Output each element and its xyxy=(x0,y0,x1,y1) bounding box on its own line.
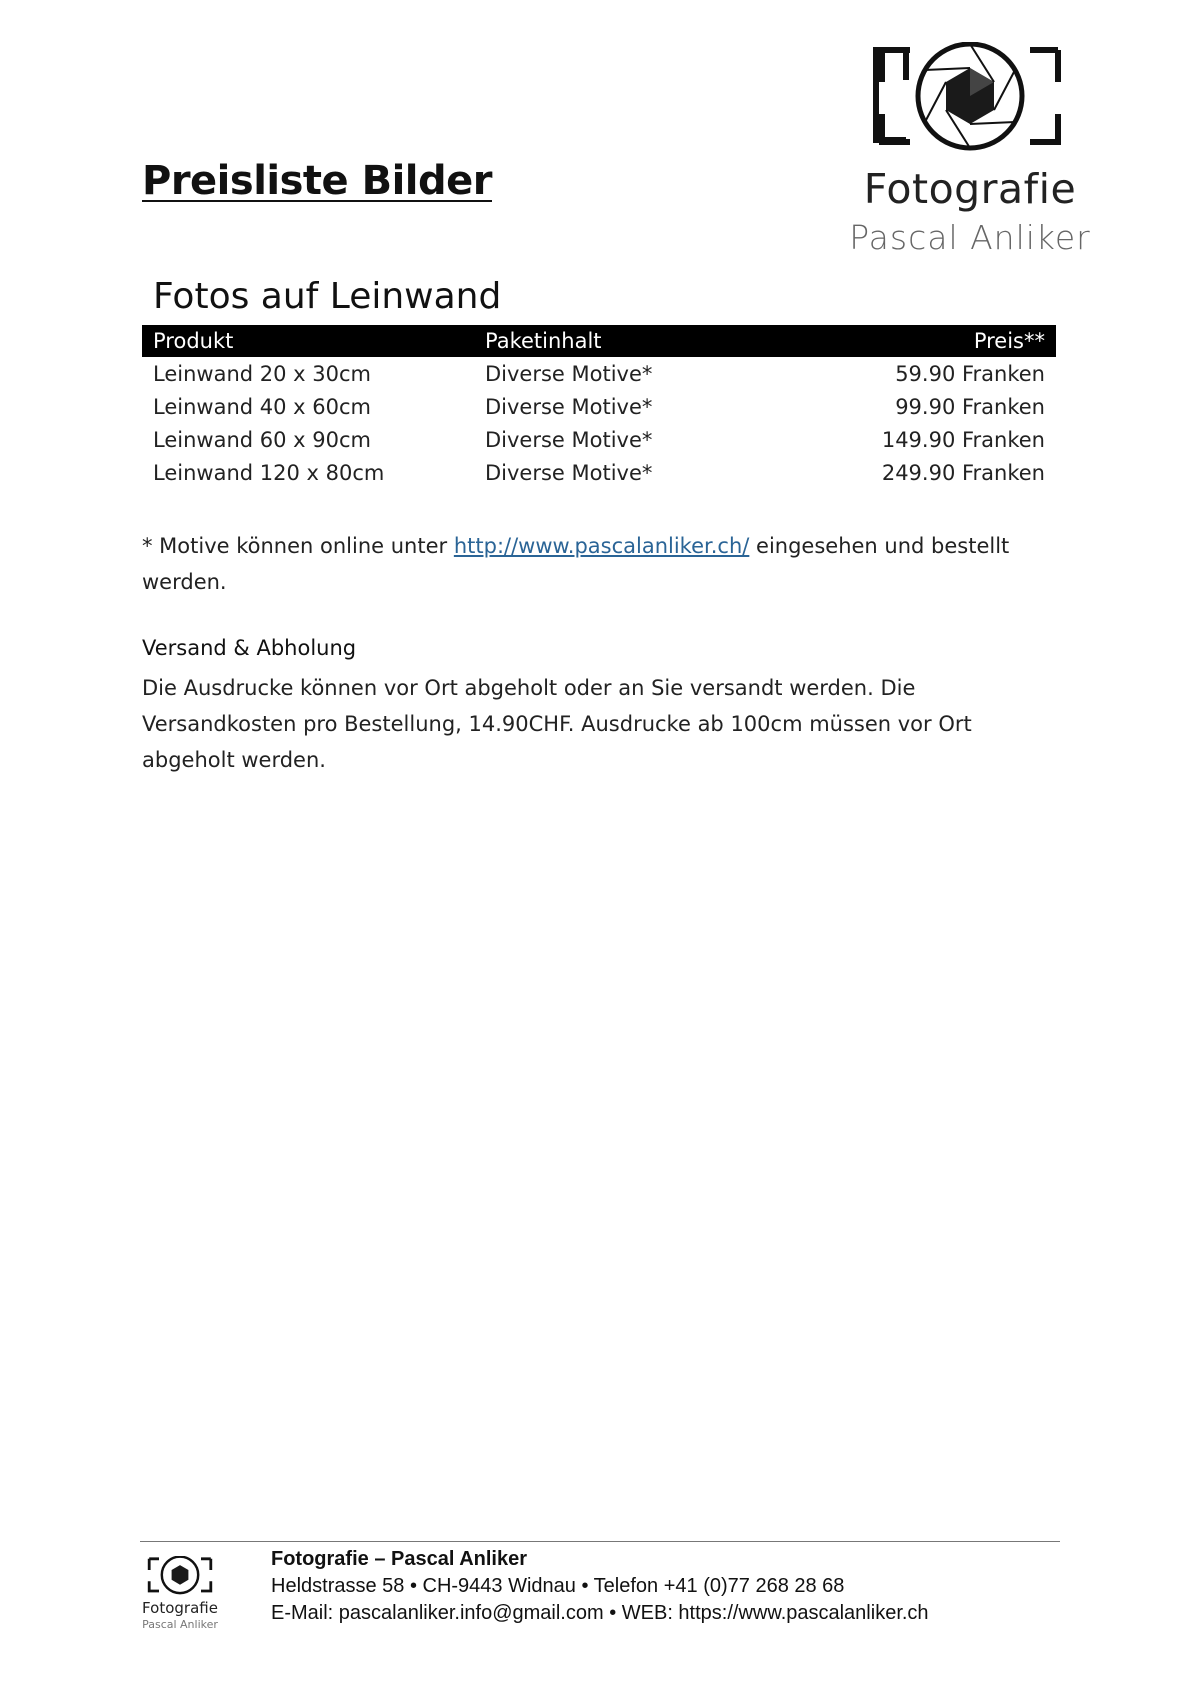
price-table xyxy=(142,325,1056,489)
page-title: Preisliste Bilder xyxy=(142,158,492,204)
logo-owner-text: Pascal Anliker xyxy=(849,218,1091,257)
table-row xyxy=(142,357,1056,390)
note-prefix: * Motive können online unter xyxy=(142,534,454,558)
package-cell: Diverse Motive* xyxy=(485,460,653,485)
footer-company-name: Fotografie – Pascal Anliker xyxy=(271,1548,528,1570)
brand-logo xyxy=(845,42,1095,262)
note-suffix: eingesehen und bestellt werden. xyxy=(142,534,1010,594)
price-cell: 99.90 Franken xyxy=(895,394,1045,419)
table-header-row xyxy=(142,325,1056,357)
package-cell: Diverse Motive* xyxy=(485,427,653,452)
footer-logo-owner: Pascal Anliker xyxy=(142,1618,218,1631)
footer-address: Heldstrasse 58 • CH-9443 Widnau • Telefon +41 (0)77 268 28 68 xyxy=(271,1575,845,1597)
column-header-product: Produkt xyxy=(142,325,474,357)
price-cell: 149.90 Franken xyxy=(881,427,1045,452)
website-link[interactable]: http://www.pascalanliker.ch/ xyxy=(453,534,750,558)
column-header-price: Preis** xyxy=(796,325,1056,357)
product-cell: Leinwand 120 x 80cm xyxy=(153,460,385,485)
package-cell: Diverse Motive* xyxy=(485,361,653,386)
product-cell: Leinwand 40 x 60cm xyxy=(153,394,371,419)
logo-brand-text: Fotografie xyxy=(863,165,1077,213)
camera-aperture-icon xyxy=(145,1556,215,1598)
section-title: Fotos auf Leinwand xyxy=(153,276,502,317)
price-cell: 59.90 Franken xyxy=(895,361,1045,386)
product-cell: Leinwand 20 x 30cm xyxy=(153,361,371,386)
table-row xyxy=(142,390,1056,423)
column-header-package: Paketinhalt xyxy=(474,325,796,357)
motive-note xyxy=(142,528,1062,600)
price-cell: 249.90 Franken xyxy=(881,460,1045,485)
footer-contact-line: E-Mail: pascalanliker.info@gmail.com • WEB: https://www.pascalanliker.ch xyxy=(271,1602,929,1624)
footer-contact xyxy=(271,1546,929,1627)
shipping-text: Die Ausdrucke können vor Ort abgeholt oder an Sie versandt werden. Die Versandkosten pro Bestellung, 14.90CHF. Ausdrucke ab 100cm müssen vor Ort abgeholt werden. xyxy=(142,676,972,772)
footer-logo xyxy=(130,1556,230,1636)
camera-aperture-icon xyxy=(870,42,1070,162)
footer-logo-brand: Fotografie xyxy=(142,1599,218,1617)
shipping-title: Versand & Abholung xyxy=(142,636,357,660)
footer-divider xyxy=(140,1541,1060,1542)
table-row xyxy=(142,423,1056,456)
package-cell: Diverse Motive* xyxy=(485,394,653,419)
product-cell: Leinwand 60 x 90cm xyxy=(153,427,371,452)
table-row xyxy=(142,456,1056,489)
